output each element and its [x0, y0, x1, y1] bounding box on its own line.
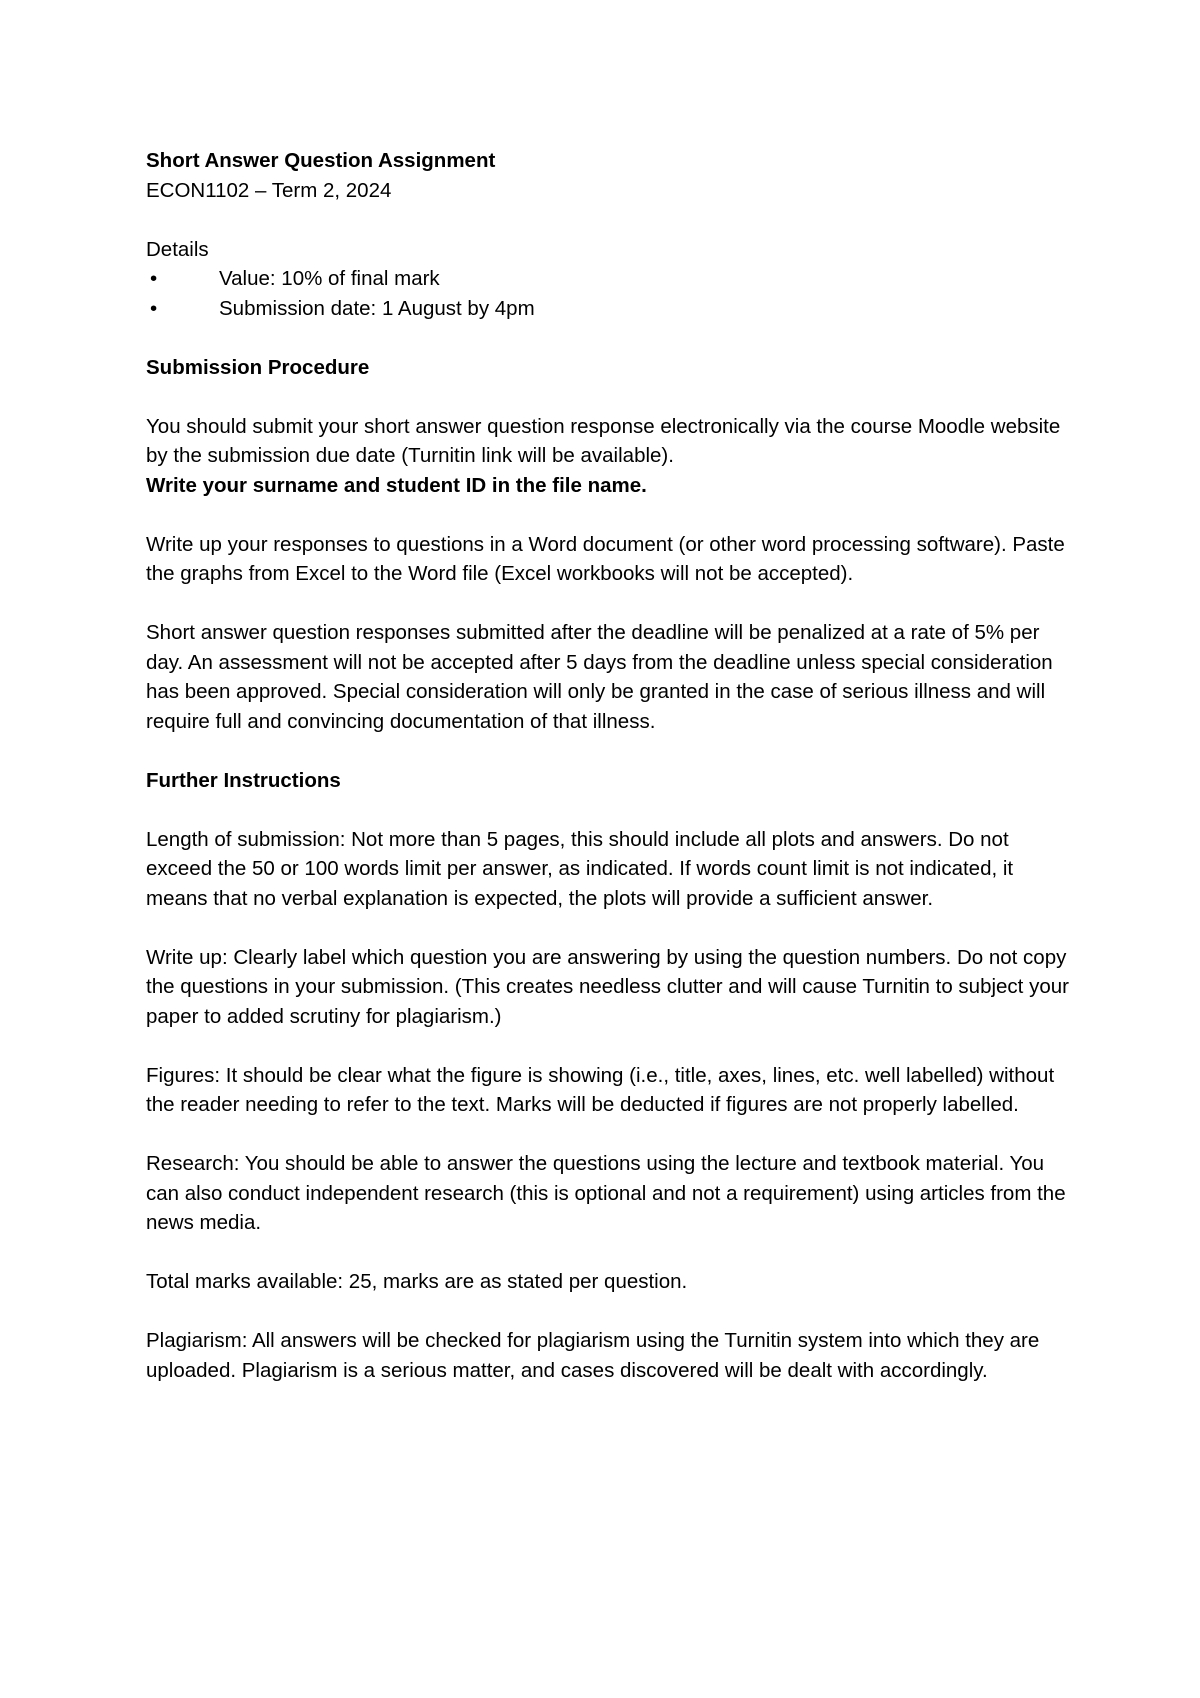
submission-procedure-heading: Submission Procedure [146, 355, 370, 379]
document-body [146, 146, 1076, 1385]
course-line: ECON1102 – Term 2, 2024 [146, 178, 392, 202]
details-item-label: Submission date: 1 August by 4pm [219, 296, 535, 320]
details-item-value [146, 264, 1076, 294]
instruction-total-marks: Total marks available: 25, marks are as stated per question. [146, 1270, 688, 1293]
further-instructions-heading: Further Instructions [146, 768, 341, 792]
instruction-figures: Figures: It should be clear what the figure is showing (i.e., title, axes, lines, etc. well labelled) without the reader needing to refer to the text. Marks will be deducted if figures are not properly labelled. [146, 1063, 1055, 1116]
instruction-plagiarism: Plagiarism: All answers will be checked for plagiarism using the Turnitin system into which they are uploaded. Plagiarism is a serious matter, and cases discovered will be dealt with accordingly. [146, 1329, 1040, 1382]
bullet-icon: • [150, 267, 158, 290]
bullet-icon: • [150, 296, 158, 320]
details-item-submission-date [146, 294, 1076, 324]
details-heading: Details [146, 237, 209, 261]
submission-paragraph-late-penalty: Short answer question responses submitted after the deadline will be penalized at a rate of 5% per day. An assessment will not be accepted after 5 days from the deadline unless special consideration has been approved. Special consideration will only be granted in the case of serious illness and will require full and convincing documentation of that illness. [146, 621, 1053, 733]
submission-file-name-instruction: Write your surname and student ID in the file name. [146, 473, 647, 497]
submission-paragraph-word: Write up your responses to questions in a Word document (or other word processing software). Paste the graphs from Excel to the Word file (Excel workbooks will not be accepted). [146, 532, 1065, 585]
instruction-length: Length of submission: Not more than 5 pages, this should include all plots and answers. Do not exceed the 50 or 100 words limit per answer, as indicated. If words count limit is not indicated, it means that no verbal explanation is expected, the plots will provide a sufficient answer. [146, 827, 1014, 910]
submission-paragraph-moodle: You should submit your short answer question response electronically via the course Moodle website by the submission due date (Turnitin link will be available). [146, 414, 1061, 467]
instruction-write-up: Write up: Clearly label which question you are answering by using the question numbers. Do not copy the questions in your submission. (This creates needless clutter and will cause Turnitin to subject your paper to added scrutiny for plagiarism.) [146, 945, 1069, 1028]
document-title: Short Answer Question Assignment [146, 149, 496, 172]
details-item-label: Value: 10% of final mark [219, 267, 440, 290]
instruction-research: Research: You should be able to answer the questions using the lecture and textbook material. You can also conduct independent research (this is optional and not a requirement) using articles from the news media. [146, 1152, 1066, 1234]
details-list [146, 264, 1076, 323]
